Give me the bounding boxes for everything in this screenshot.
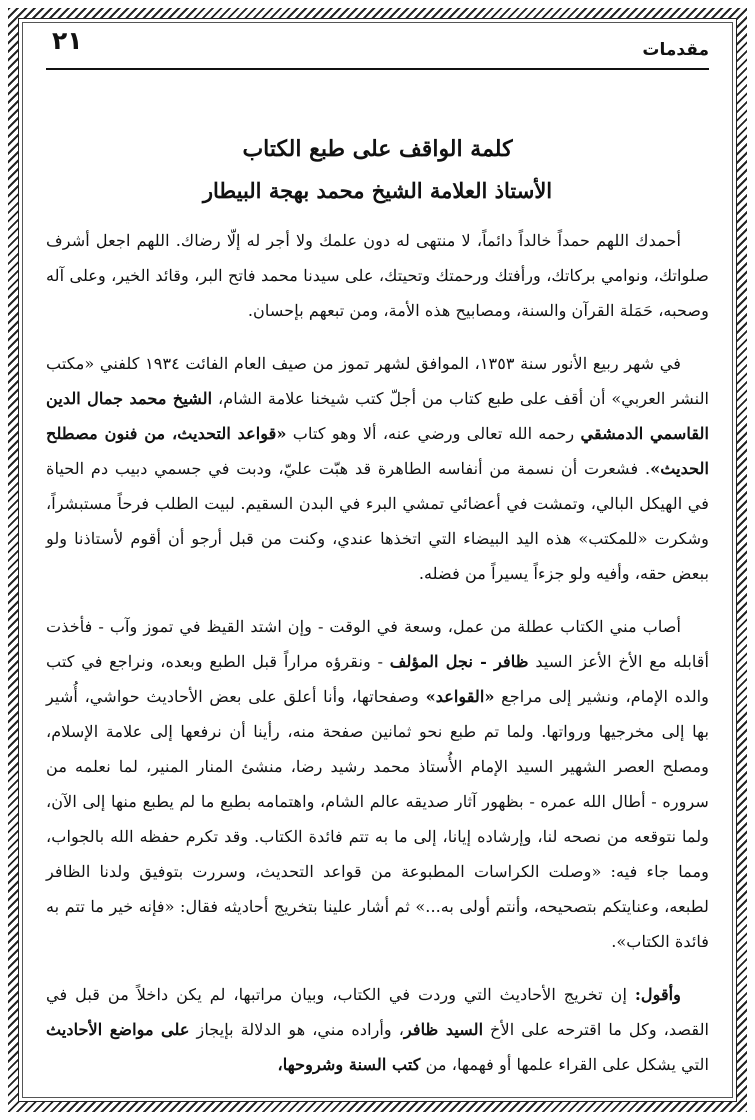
p3-name: ظافر - نجل المؤلف [389,652,529,671]
p2-text-b: رحمه الله تعالى ورضي عنه، ألا وهو كتاب [286,424,581,443]
p4-text-a: إن تخريج الأحاديث التي وردت في الكتاب، وبيان مراتبها، لم يكن داخلاً من قبل في القصد، وكل ما اقترحه على الأخ [46,985,710,1039]
paragraph-2 [46,346,709,591]
paragraph-3 [46,609,709,959]
p2-author-name: الشيخ محمد جمال الدين القاسمي الدمشقي [46,389,709,443]
paragraph-4 [46,977,709,1082]
p3-text-c: وصفحاتها، وأنا أعلق على بعض الأحاديث حواشي، أُشير بها إلى مخرجيها ورواتها. ولما تم طبع نحو ثمانين صفحة منه، رأينا أن نرفعها إلى علامة الإسلام، ومصلح العصر الشهير السيد الإمام الأُستاذ محمد رشيد رضا، منشئ المنار المنير، لما نعلمه من سروره - أطال الله عمره - بظهور آثار صديقه عالم الشام، واهتمامه بطبع ما لم يطبع منها إلى الآن، ولما نتوقعه من نصحه لنا، وإرشاده إيانا، إلى ما به تتم فائدة الكتاب. وقد تكرم حفظه الله بالجواب، ومما جاء فيه: «وصلت الكراسات المطبوعة من قواعد التحديث، وسررت بتوفيق ولدنا الظافر لطبعه، وعنايتكم بتصحيحه، وأنتم أولى به...» ثم أشار علينا بتخريج أحاديثه فقال: «فإنه خير ما تتم به فائدة الكتاب». [46,687,709,951]
p4-text-e: كتب السنة وشروحها، [277,1055,421,1074]
page-number: ٢١ [52,26,83,55]
p4-name: السيد ظافر [403,1020,484,1039]
running-head [46,24,709,70]
p4-text-b: ، وأراده مني، هو الدلالة بإيجاز [189,1020,404,1039]
p3-text-b: - ونقرؤه مراراً قبل الطبع وبعده، ونراجع في كتب والده الإمام، ونشير إلى مراجع [46,652,709,706]
article-title: كلمة الواقف على طبع الكتاب [242,136,513,162]
p3-book-title: «القواعد» [425,687,495,706]
p4-text-c: على مواضع الأحاديث [46,1020,190,1039]
running-title: مقدمات [642,40,709,60]
p2-text-c: . فشعرت أن نسمة من أنفاسه الطاهرة قد هبّت عليّ، ودبت في جسمي دبيب دم الحياة في الهيكل البالي، وتمشت في أعضائي تمشي البرء في البدن السقيم. لبيت الطلب فرحاً مستبشراً، وشكرت «للمكتب» هذه اليد البيضاء التي اتخذها عندي، وكنت من قبل أرجو أن أقوم لأستاذنا ولو ببعض حقه، وأفيه ولو جزءاً يسيراً من فضله. [46,459,709,583]
p2-text-a: في شهر ربيع الأنور سنة ١٣٥٣، الموافق لشهر تموز من صيف العام الفائت ١٩٣٤ كلفني «مكتب النشر العربي» أن أقف على طبع كتاب من أجلّ كتب شيخنا علامة الشام، [46,354,709,408]
p4-text-d: التي يشكل على القراء علمها أو فهمها، من [420,1055,709,1074]
p1-text: أحمدك اللهم حمداً خالداً دائماً، لا منتهى له دون علمك ولا أجر له إلّا رضاك. اللهم اجعل أشرف صلواتك، ونوامي بركاتك، ورأفتك ورحمتك وتحيتك، على سيدنا محمد فاتح البر، وقائد الخير، وعلى آله وصحبه، حَمَلة القرآن والسنة، ومصابيح هذه الأمة، ومن تبعهم بإحسان. [46,231,709,320]
article-author: الأستاذ العلامة الشيخ محمد بهجة البيطار [202,178,553,203]
p2-book-title: «قواعد التحديث، من فنون مصطلح الحديث» [46,424,709,478]
page-content [46,24,709,1096]
p3-text-a: أصاب مني الكتاب عطلة من عمل، وسعة في الوقت - وإن اشتد القيظ في تموز وآب - فأخذت أقابله مع الأخ الأعز السيد [46,617,709,671]
p4-lead: وأقول: [634,985,681,1004]
paragraph-1 [46,223,709,328]
